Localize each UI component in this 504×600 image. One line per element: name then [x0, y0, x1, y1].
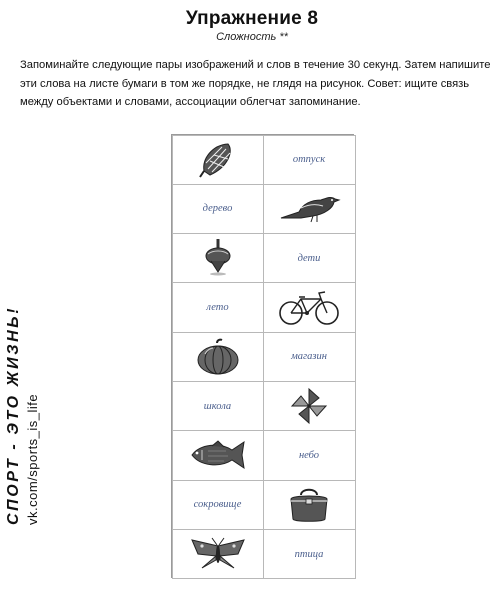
exercise-title: Упражнение 8: [185, 8, 319, 29]
memory-grid: [171, 134, 354, 578]
difficulty-label: Сложность **: [216, 31, 288, 43]
word-label: магазин: [291, 351, 327, 363]
spinning-top-icon: [201, 238, 235, 278]
word-label: лето: [206, 302, 229, 314]
word-label: дерево: [202, 203, 233, 215]
fish-icon: [186, 438, 250, 472]
image-cell: [172, 135, 264, 185]
word-label: отпуск: [292, 154, 326, 166]
side-watermark: [4, 255, 46, 525]
pumpkin-icon: [195, 338, 241, 376]
image-cell: [263, 282, 356, 332]
image-cell: [263, 480, 356, 530]
word-cell: [263, 332, 356, 382]
side-link: vk.com/sports_is_life: [25, 393, 40, 525]
instructions-text: Запоминайте следующие пары изображений и слов в течение 30 секунд. Затем напишите эти слова на листе бумаги в том же порядке, не глядя на рисунок. Совет: ищите связь между объектами и словами, ассоциации облегчат запоминание.: [20, 59, 491, 108]
pinecone-icon: [198, 141, 238, 179]
image-cell: [263, 381, 356, 431]
word-cell: [263, 529, 356, 579]
moth-icon: [188, 536, 248, 572]
image-cell: [172, 430, 264, 480]
word-cell: [263, 135, 356, 185]
word-label: птица: [294, 548, 324, 560]
word-cell: [172, 480, 264, 530]
word-cell: [263, 430, 356, 480]
word-cell: [172, 381, 264, 431]
bicycle-icon: [277, 289, 341, 327]
bird-icon: [277, 192, 341, 226]
word-label: сокровище: [193, 499, 242, 511]
image-cell: [172, 529, 264, 579]
image-cell: [172, 233, 264, 283]
image-cell: [172, 332, 264, 382]
bag-icon: [287, 485, 331, 525]
word-cell: [263, 233, 356, 283]
image-cell: [263, 184, 356, 234]
pinwheel-icon: [289, 386, 329, 426]
word-cell: [172, 282, 264, 332]
word-label: небо: [298, 449, 320, 461]
word-cell: [172, 184, 264, 234]
side-title: СПОРТ - ЭТО ЖИЗНЬ!: [5, 305, 22, 525]
word-label: дети: [297, 252, 321, 264]
word-label: школа: [203, 400, 232, 412]
